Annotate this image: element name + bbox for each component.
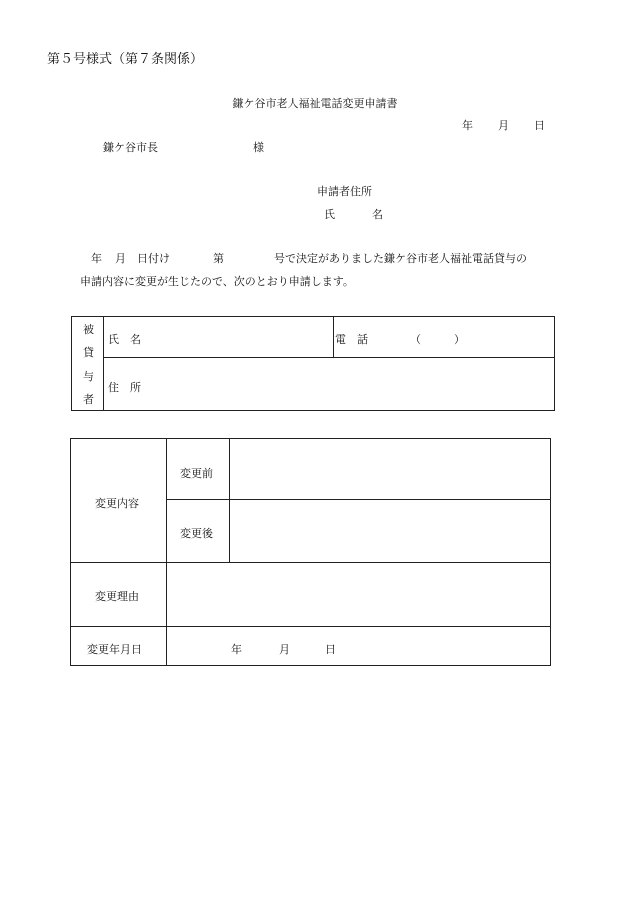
change-date-month-label: 月 — [279, 643, 290, 656]
borrower-table-row-divider — [103, 357, 554, 358]
change-table-reason-divider — [71, 562, 550, 563]
addressee-honorific: 様 — [253, 141, 264, 154]
addressee-name: 鎌ケ谷市長 — [103, 141, 158, 154]
body-line1-rest: 号で決定がありました鎌ケ谷市老人福祉電話貸与の — [274, 252, 527, 265]
applicant-name-label-second: 名 — [372, 208, 383, 221]
applicant-name-label-first: 氏 — [324, 208, 335, 221]
change-table-date-divider — [71, 626, 550, 627]
form-number: 第５号様式（第７条関係） — [47, 52, 204, 67]
body-day-label: 日付け — [137, 252, 170, 265]
body-month-label: 月 — [115, 252, 126, 265]
borrower-side-char-1: 被 — [83, 323, 94, 336]
borrower-phone-paren: （ ） — [410, 333, 465, 346]
borrower-address-label: 住 所 — [108, 381, 141, 394]
borrower-table-divider — [103, 317, 104, 410]
date-day-label: 日 — [534, 119, 545, 132]
borrower-side-char-3: 与 — [83, 370, 94, 383]
change-reason-label: 変更理由 — [95, 590, 139, 603]
body-year-label: 年 — [91, 252, 102, 265]
borrower-side-char-4: 者 — [83, 393, 94, 406]
form-title: 鎌ケ谷市老人福祉電話変更申請書 — [232, 97, 398, 110]
body-paragraph-line2: 申請内容に変更が生じたので、次のとおり申請します。 — [80, 275, 354, 288]
borrower-name-label: 氏 名 — [108, 333, 141, 346]
change-date-day-label: 日 — [325, 643, 336, 656]
borrower-side-char-2: 貸 — [83, 346, 94, 359]
change-before-label: 変更前 — [180, 467, 213, 480]
borrower-table-phone-divider — [333, 317, 334, 357]
change-table-col-divider — [166, 439, 167, 665]
date-year-label: 年 — [462, 119, 473, 132]
borrower-phone-label: 電 話 — [335, 333, 368, 346]
change-content-label: 変更内容 — [95, 497, 139, 510]
change-date-label: 変更年月日 — [87, 643, 142, 656]
change-table-before-after-divider — [166, 499, 550, 500]
body-dai-label: 第 — [213, 252, 224, 265]
applicant-address-label: 申請者住所 — [317, 185, 372, 198]
change-date-year-label: 年 — [231, 643, 242, 656]
borrower-table — [71, 316, 555, 411]
change-table-subcol-divider — [229, 439, 230, 562]
change-table — [70, 438, 551, 666]
change-after-label: 変更後 — [180, 527, 213, 540]
date-month-label: 月 — [498, 119, 509, 132]
